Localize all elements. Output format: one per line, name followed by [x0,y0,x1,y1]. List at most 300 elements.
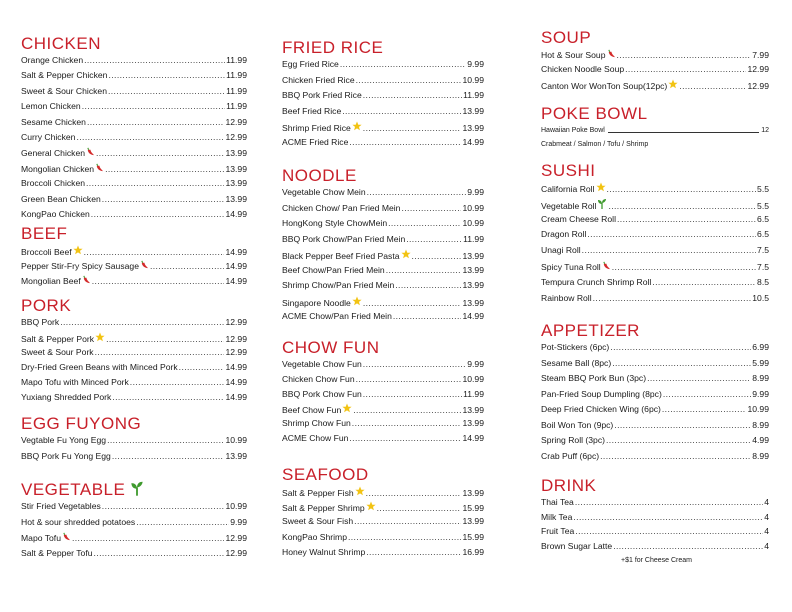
item-price: 5.99 [752,357,769,368]
item-price: 14.99 [462,433,484,443]
item-name: Chicken Noodle Soup [541,64,625,74]
menu-item [21,548,247,559]
menu-item [21,347,247,358]
leader-dots [112,392,224,403]
section-title-text: BEEF [21,224,68,243]
leader-dots [356,75,462,86]
item-price: 13.99 [462,123,484,133]
menu-item [21,147,247,159]
menu-item [21,86,247,97]
item-name: Mapo Tofu with Minced Pork [21,377,129,387]
leader-dots [406,234,462,245]
menu-item [282,265,484,276]
item-name: ACME Fried Rice [282,136,349,147]
sprout-icon [597,198,607,212]
item-price: 7.5 [757,245,769,256]
item-price: 11.99 [226,101,247,112]
item-price: 4 [764,540,769,551]
leader-dots [112,451,225,462]
item-name: Sesame Ball (8pc) [541,357,612,368]
item-name: Shrimp Chow Fun [282,418,351,429]
item-name: Salt & Pepper Chicken [21,70,108,81]
item-price: 10.99 [225,435,247,445]
item-name: Vegetable Roll [541,200,597,211]
item-name: Shrimp Chow/Pan Fried Mein [282,280,395,290]
item-name: BBQ Pork Chow/Pan Fried Mein [282,233,406,244]
item-name: Boil Won Ton (9pc) [541,419,614,430]
menu-item [282,137,484,148]
menu-item [541,451,769,462]
leader-dots [573,512,763,523]
item-name: HongKong Style ChowMein [282,218,388,228]
menu-item [541,342,769,353]
section-title [282,38,383,58]
leader-dots [92,276,225,287]
leader-dots [150,261,225,272]
item-price: 8.5 [757,276,769,287]
item-name: Cream Cheese Roll [541,213,616,224]
item-price: 13.99 [462,418,484,429]
item-name: Unagi Roll [541,245,581,256]
section-title [21,34,101,54]
menu-item [541,526,769,537]
item-price: 11.99 [226,55,247,65]
menu-item [541,541,769,552]
section-title-text: CHOW FUN [282,338,380,357]
menu-item [282,501,484,514]
menu-item [282,532,484,543]
item-price: 9.99 [752,388,769,399]
pepper-icon [86,147,95,159]
item-price: 14.99 [462,136,484,147]
item-price: 7.5 [757,262,769,272]
item-name: Sweet & Sour Fish [282,516,354,527]
item-name: Beef Chow Fun [282,405,342,416]
leader-dots [617,50,752,61]
menu-item [541,229,769,240]
menu-item [282,389,484,400]
item-price: 13.99 [225,163,247,174]
leader-dots [679,81,746,92]
menu-item [541,420,769,431]
item-name: Vegetable Chow Mein [282,187,366,197]
section-title-text: VEGETABLE [21,480,126,499]
menu-item [282,203,484,214]
menu-item [282,187,484,198]
item-price: 4.99 [752,435,769,445]
menu-item [282,296,484,309]
menu-item [21,194,247,205]
section-title-text: NOODLE [282,166,357,185]
leader-dots [84,247,225,258]
menu-item [21,451,247,462]
menu-item [21,501,247,512]
item-price: 11.99 [463,233,484,244]
star-icon [342,403,352,416]
item-price: 13.99 [462,516,484,527]
item-price: 13.99 [225,193,247,204]
item-price: 12.99 [225,116,247,127]
item-price: 10.99 [462,218,484,228]
menu-item [541,389,769,400]
menu-item [541,404,769,415]
menu-item [21,317,247,328]
item-price: 6.99 [752,342,769,352]
leader-dots [401,203,461,214]
menu-item [282,311,484,322]
item-name: Sweet & Sour Chicken [21,85,107,96]
item-name: Mapo Tofu [21,533,61,543]
menu-item [282,90,484,101]
item-price: 14.99 [462,311,484,321]
menu-item [21,275,247,287]
menu-item [21,435,247,446]
leader-dots [352,418,462,429]
item-name: KongPao Shrimp [282,531,347,542]
leader-dots [388,218,461,229]
item-price: 10.99 [462,202,484,213]
item-price: 12 [761,127,769,134]
item-price: 12.99 [225,533,247,543]
item-name: Spring Roll (3pc) [541,435,605,445]
item-price: 12.99 [225,547,247,558]
menu-item [282,121,484,134]
menu-item [541,358,769,369]
item-name: Salt & Pepper Fish [282,488,354,498]
leader-dots [354,516,461,527]
item-name: Honey Walnut Shrimp [282,546,366,557]
menu-item [21,117,247,128]
item-price: 10.99 [462,74,484,85]
item-price: 13.99 [225,148,247,159]
item-price: 4 [764,526,769,536]
item-name: KongPao Chicken [21,209,90,219]
item-name: Beef Fried Rice [282,105,342,116]
item-name: ACME Chow/Pan Fried Mein [282,311,392,321]
leader-dots [612,262,756,273]
star-icon [355,486,365,499]
menu-item [21,377,247,388]
item-price: 12.99 [747,64,769,74]
pepper-icon [602,261,611,273]
item-name: Steam BBQ Pork Bun (3pc) [541,373,647,383]
menu-item [541,125,769,136]
item-price: 9.99 [467,187,484,197]
item-price: 11.99 [463,90,484,100]
section-title [541,28,591,48]
item-price: 9.99 [467,359,484,369]
menu-item [541,373,769,384]
leader-dots [96,148,224,159]
menu-item [282,75,484,86]
item-price: 15.99 [462,531,484,542]
pepper-icon [82,275,91,287]
leader-dots [647,373,751,384]
item-price: 14.99 [225,247,247,257]
item-price: 6.5 [757,229,769,240]
leader-dots [608,201,756,212]
leader-dots [610,342,751,353]
item-price: 6.5 [757,213,769,224]
section-title-text: SUSHI [541,161,596,180]
item-price: 14.99 [225,362,247,372]
section-title [21,414,141,434]
leader-dots [106,334,224,345]
star-icon [596,182,606,195]
item-price: 14.99 [225,377,247,387]
leader-dots [179,362,225,373]
leader-dots [363,389,462,400]
item-price: 12.99 [225,132,247,142]
item-price: 9.99 [467,59,484,69]
section-title [282,166,357,186]
leader-dots [652,277,756,288]
item-name: Brown Sugar Latte [541,540,613,551]
menu-item [541,79,769,92]
item-name: Crab Puff (6pc) [541,450,600,461]
item-name: Spicy Tuna Roll [541,262,601,272]
item-price: 13.99 [462,280,484,290]
leader-dots [82,101,225,112]
leader-dots [412,251,462,262]
item-name: Beef Chow/Pan Fried Mein [282,264,385,275]
item-name: Dry-Fried Green Beans with Minced Pork [21,362,178,372]
item-name: Hawaiian Poke Bowl [541,127,605,134]
item-price: 10.5 [752,292,769,303]
section-title [21,480,144,501]
item-name: Deep Fried Chicken Wing (6pc) [541,404,661,414]
section-title [541,321,640,341]
menu-item [21,332,247,345]
section-title [282,338,379,358]
leader-dots [593,293,752,304]
leader-dots [363,359,466,370]
item-name: Sweet & Sour Pork [21,347,94,357]
menu-item [541,214,769,225]
leader-dots [91,209,225,220]
menu-item [541,64,769,75]
item-price: 13.99 [462,488,484,498]
leader-dots [102,501,225,512]
menu-item [282,486,484,499]
leader-dots [393,311,462,322]
leader-dots [600,451,751,462]
item-price: 10.99 [462,373,484,384]
leader-dots [613,541,763,552]
item-name: Pot-Stickers (6pc) [541,342,610,352]
star-icon [366,501,376,514]
item-name: California Roll [541,184,595,194]
item-price: 4 [764,511,769,522]
leader-dots [108,70,225,81]
menu-item [541,261,769,273]
sprout-icon [130,480,144,501]
item-name: Vegtable Fu Yong Egg [21,435,107,445]
leader-dots [575,526,763,537]
menu-item [282,359,484,370]
leader-dots [617,214,756,225]
item-price: 14.99 [225,261,247,271]
item-name: Egg Fried Rice [282,59,339,69]
item-name: Shrimp Fried Rice [282,123,351,133]
item-name: Vegetable Chow Fun [282,359,362,369]
item-price: 13.99 [462,297,484,308]
item-price: 11.99 [226,85,247,96]
item-name: Singapore Noodle [282,297,351,308]
menu-item [282,280,484,291]
item-name: Black Pepper Beef Fried Pasta [282,251,400,261]
leader-dots [105,164,224,175]
item-name: Dragon Roll [541,229,587,240]
menu-item [541,435,769,446]
star-icon [73,245,83,258]
menu-item [282,234,484,245]
menu-item [21,532,247,544]
item-name: Milk Tea [541,511,573,522]
section-title-text: SEAFOOD [282,465,369,484]
menu-item [541,49,769,61]
section-title-text: PORK [21,296,72,315]
item-name: Chicken Chow Fun [282,373,355,384]
leader-dots [614,420,751,431]
menu-item [541,497,769,508]
leader-dots [349,137,461,148]
item-name: Fruit Tea [541,526,575,536]
section-title-text: EGG FUYONG [21,414,142,433]
menu-item [21,101,247,112]
menu-item [282,418,484,429]
menu-item [21,362,247,373]
item-name: BBQ Pork Fu Yong Egg [21,450,111,461]
menu-item [21,260,247,272]
leader-dots [587,229,756,240]
menu-item [282,433,484,444]
item-name: Yuxiang Shredded Pork [21,392,112,402]
item-name: Mongolian Chicken [21,163,95,174]
item-name: Rainbow Roll [541,292,592,303]
menu-item [282,516,484,527]
item-name: Curry Chicken [21,132,76,142]
item-price: 13.99 [462,405,484,416]
leader-dots [356,374,462,385]
leader-dots [606,435,751,446]
item-name: Orange Chicken [21,55,84,65]
poke-options: Crabmeat / Salmon / Tofu / Shrimp [541,141,649,148]
star-icon [95,332,105,345]
menu-item [21,70,247,81]
item-name: Thai Tea [541,497,574,507]
item-price: 8.99 [752,373,769,383]
section-title-text: FRIED RICE [282,38,384,57]
pepper-icon [607,49,616,61]
item-name: Pepper Stir-Fry Spicy Sausage [21,261,139,271]
leader-dots [377,503,462,514]
menu-item [21,245,247,258]
pepper-icon [62,532,71,544]
leader-dots [353,405,461,416]
item-price: 13.99 [462,251,484,261]
star-icon [668,79,678,92]
section-title: POKE BOWL [541,104,648,123]
leader-dots [363,90,462,101]
menu-item [21,55,247,66]
section-title [282,465,369,485]
item-name: Chicken Chow/ Pan Fried Mein [282,202,401,213]
item-name: BBQ Pork Fried Rice [282,90,362,100]
item-name: BBQ Pork Chow Fun [282,388,362,399]
leader-dots [136,517,229,528]
item-price: 10.99 [225,501,247,511]
leader-dots [102,194,225,205]
leader-dots [367,187,467,198]
menu-item [282,218,484,229]
item-name: Lemon Chicken [21,101,81,112]
item-name: Chicken Fried Rice [282,74,355,85]
item-price: 10.99 [747,404,769,414]
leader-dots [342,106,461,117]
section-title [541,476,596,496]
section-title-text: APPETIZER [541,321,640,340]
item-price: 12.99 [225,347,247,357]
leader-dots [395,280,461,291]
item-name: Broccoli Beef [21,247,72,257]
leader-dots [662,404,747,415]
item-price: 13.99 [462,264,484,275]
item-price: 14.99 [225,392,247,402]
menu-item [282,374,484,385]
pepper-icon [140,260,149,272]
item-price: 7.99 [752,50,769,60]
item-name: Salt & Pepper Pork [21,334,95,344]
item-price: 8.99 [752,450,769,461]
section-title [21,296,71,316]
item-name: Broccoli Chicken [21,178,85,189]
menu-item [541,277,769,288]
item-price: 9.99 [230,516,247,527]
menu-item [282,249,484,262]
item-price: 11.99 [226,70,247,81]
leader-dots [612,358,751,369]
menu-item [21,178,247,189]
leader-dots [76,132,224,143]
menu-item [282,403,484,416]
pepper-icon [95,163,104,175]
menu-item [541,198,769,212]
leader-dots [363,298,462,309]
item-price: 5.5 [757,184,769,194]
item-price: 13.99 [462,105,484,116]
leader-dots [366,547,461,558]
leader-dots [60,317,224,328]
item-name: General Chicken [21,148,86,159]
item-price: 11.99 [463,388,484,399]
leader-dots [84,55,225,66]
item-name: Green Bean Chicken [21,193,101,204]
menu-item [541,245,769,256]
menu-item [282,547,484,558]
leader-dots [366,488,462,499]
leader-dots [130,377,225,388]
section-title [21,224,67,244]
item-price: 13.99 [225,450,247,461]
menu-item [282,106,484,117]
section-title-text: DRINK [541,476,597,495]
item-name: Sesame Chicken [21,116,86,127]
leader-dots [625,64,746,75]
menu-item [21,163,247,175]
leader-dots [72,533,225,544]
leader-dots [386,265,462,276]
